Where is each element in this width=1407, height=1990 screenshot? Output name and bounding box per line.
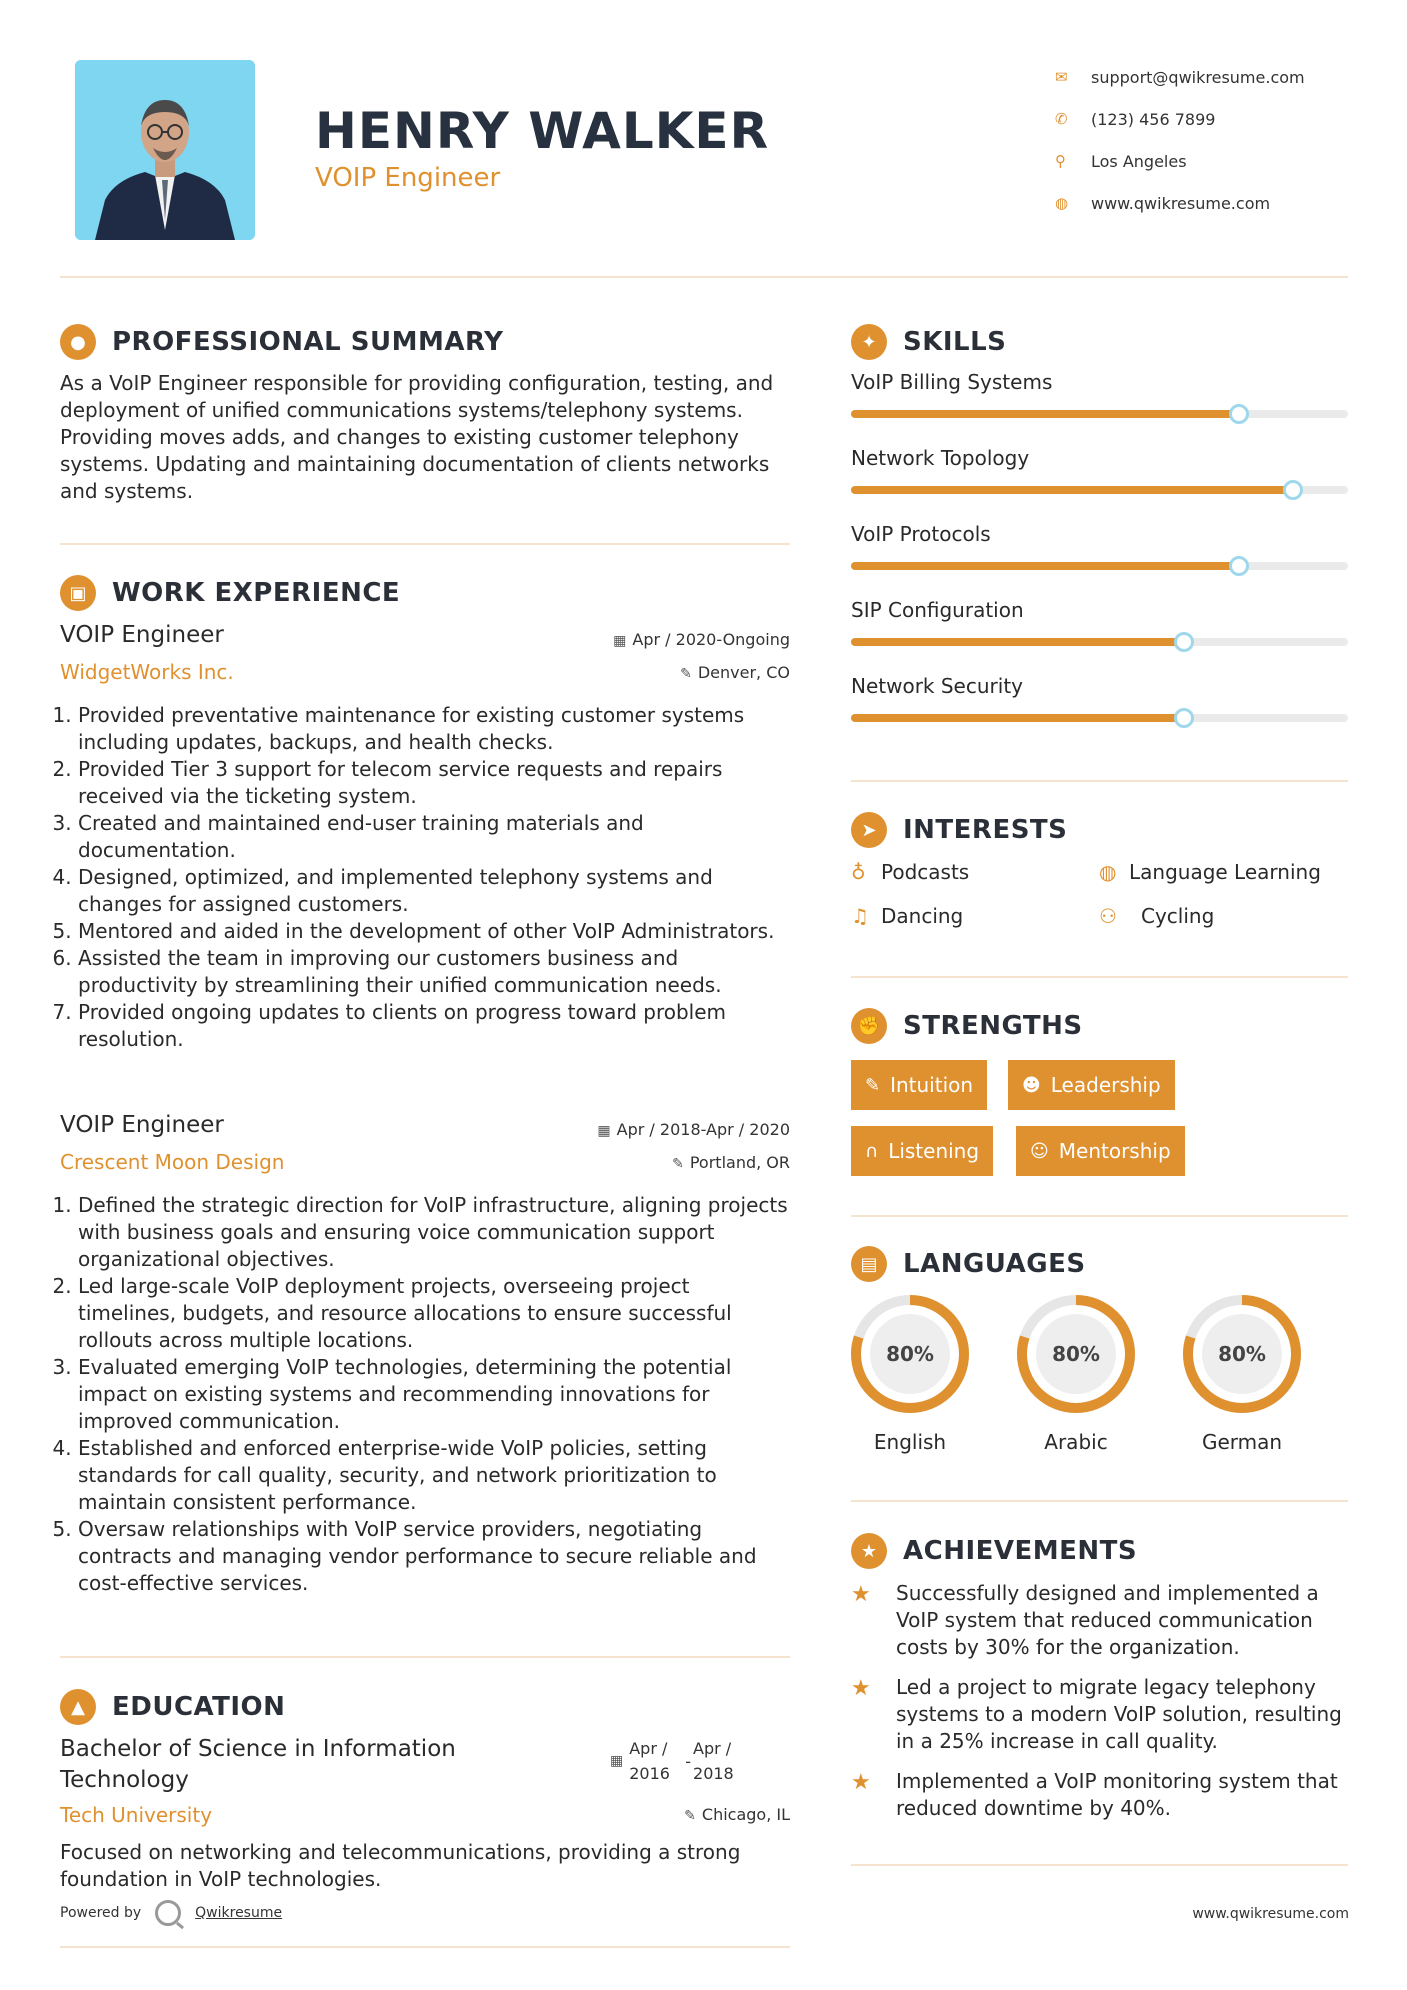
envelope-icon: ✉ bbox=[1055, 68, 1068, 86]
interest-item bbox=[851, 860, 969, 884]
fist-icon: ✊ bbox=[851, 1008, 887, 1044]
language-name: German bbox=[1201, 1430, 1283, 1454]
list-item: 1. Provided preventative maintenance for existing customer systems including updates, backups, and health checks. bbox=[78, 702, 790, 756]
language-name: Arabic bbox=[1044, 1430, 1108, 1454]
skill-name: SIP Configuration bbox=[851, 598, 1024, 622]
experience-heading bbox=[60, 575, 400, 611]
strength-tag bbox=[851, 1126, 993, 1176]
education-start-month: Apr / bbox=[629, 1739, 668, 1758]
skill-track bbox=[851, 486, 1348, 494]
language-item bbox=[1180, 1292, 1304, 1454]
qwikresume-logo-icon bbox=[155, 1900, 181, 1926]
skill-item bbox=[851, 674, 1348, 722]
strength-tag bbox=[851, 1060, 987, 1110]
footer-powered-by bbox=[60, 1900, 282, 1926]
powered-by-text: Powered by bbox=[60, 1905, 142, 1921]
contact-location bbox=[1055, 140, 1305, 182]
achievement-item bbox=[851, 1674, 1351, 1755]
star-icon: ★ bbox=[851, 1676, 871, 1701]
list-item: 4. Designed, optimized, and implemented telephony systems and changes for assigned customers. bbox=[78, 864, 790, 918]
language-name: English bbox=[873, 1430, 947, 1454]
graduation-cap-icon: ▲ bbox=[60, 1689, 96, 1725]
skill-knob bbox=[1229, 404, 1249, 424]
skill-item bbox=[851, 446, 1348, 494]
list-item: 4. Established and enforced enterprise-wide VoIP policies, setting standards for call quality, security, and network prioritization to maintain consistent performance. bbox=[78, 1435, 790, 1516]
magic-wand-icon: ✎ bbox=[865, 1074, 881, 1096]
map-pin-icon: ⚲ bbox=[1055, 152, 1066, 170]
education-heading bbox=[60, 1689, 285, 1725]
user-plus-icon: ☺ bbox=[1030, 1140, 1049, 1162]
skills-heading bbox=[851, 324, 1006, 360]
interest-item bbox=[1099, 904, 1214, 928]
job-location bbox=[672, 1153, 790, 1172]
interest-label: Cycling bbox=[1141, 904, 1215, 928]
education-text: Focused on networking and telecommunications, providing a strong foundation in VoIP technologies. bbox=[60, 1840, 741, 1891]
contact-phone-text: (123) 456 7899 bbox=[1091, 109, 1216, 129]
job-dates bbox=[613, 630, 790, 649]
contact-list bbox=[1055, 56, 1305, 224]
achievement-item bbox=[851, 1768, 1351, 1822]
job-dates-text: Apr / 2020-Ongoing bbox=[632, 630, 790, 649]
interests-divider bbox=[851, 976, 1348, 978]
profile-photo bbox=[75, 60, 255, 240]
calendar-icon: ▦ bbox=[613, 633, 627, 649]
school-name: Tech University bbox=[60, 1803, 213, 1827]
skill-track bbox=[851, 410, 1348, 418]
education-end-year: 2018 bbox=[693, 1764, 734, 1783]
pushpin-icon: ✎ bbox=[684, 1808, 696, 1824]
language-item bbox=[848, 1292, 972, 1454]
achievement-text: Led a project to migrate legacy telephony systems to a modern VoIP solution, resulting in a 25% increase in call quality. bbox=[896, 1675, 1342, 1753]
language-percent: 80% bbox=[886, 1342, 934, 1366]
achievements-divider bbox=[851, 1864, 1348, 1866]
list-item: 1. Defined the strategic direction for VoIP infrastructure, aligning projects with business goals and ensuring voice communication support organizational objectives. bbox=[78, 1192, 790, 1273]
education-date-separator: - bbox=[685, 1752, 692, 1771]
skill-fill bbox=[851, 486, 1293, 494]
strength-label: Leadership bbox=[1050, 1073, 1161, 1097]
list-item: 3. Evaluated emerging VoIP technologies, determining the potential impact on existing systems and recommending innovations for improved communication. bbox=[78, 1354, 790, 1435]
strength-label: Listening bbox=[888, 1139, 980, 1163]
education-end-month: Apr / bbox=[693, 1739, 732, 1758]
list-item: 2. Led large-scale VoIP deployment projects, overseeing project timelines, budgets, and resource allocations to ensure successful rollouts across multiple locations. bbox=[78, 1273, 790, 1354]
education-location-text: Chicago, IL bbox=[701, 1805, 790, 1824]
id-card-icon: ▤ bbox=[851, 1246, 887, 1282]
footer-divider bbox=[60, 1946, 790, 1948]
summary-heading bbox=[60, 324, 503, 360]
achievement-text: Successfully designed and implemented a VoIP system that reduced communication costs by 30% for the organization. bbox=[896, 1581, 1319, 1659]
skill-fill bbox=[851, 714, 1184, 722]
education-dates bbox=[610, 1736, 749, 1786]
job-duties bbox=[60, 1192, 790, 1597]
briefcase-icon: ▣ bbox=[60, 575, 96, 611]
skill-track bbox=[851, 714, 1348, 722]
summary-title: PROFESSIONAL SUMMARY bbox=[112, 327, 504, 357]
interest-item bbox=[1099, 860, 1321, 884]
list-item: 5. Oversaw relationships with VoIP service providers, negotiating contracts and managing vendor performance to secure reliable and cost-effective services. bbox=[78, 1516, 790, 1597]
pushpin-icon: ✎ bbox=[672, 1156, 684, 1172]
candidate-title: VOIP Engineer bbox=[315, 163, 501, 193]
strength-tag bbox=[1008, 1060, 1175, 1110]
education-location bbox=[684, 1805, 790, 1824]
users-icon: ☻ bbox=[1022, 1074, 1041, 1096]
education-start bbox=[629, 1736, 685, 1786]
language-percent: 80% bbox=[1218, 1342, 1266, 1366]
paper-plane-icon: ➤ bbox=[851, 812, 887, 848]
strengths-heading bbox=[851, 1008, 1083, 1044]
strengths-title: STRENGTHS bbox=[903, 1011, 1083, 1041]
person-portrait bbox=[75, 60, 255, 240]
list-item: 3. Created and maintained end-user training materials and documentation. bbox=[78, 810, 790, 864]
contact-phone[interactable] bbox=[1055, 98, 1305, 140]
calendar-icon: ▦ bbox=[610, 1753, 624, 1769]
list-item: 5. Mentored and aided in the development of other VoIP Administrators. bbox=[78, 918, 790, 945]
contact-website[interactable] bbox=[1055, 182, 1305, 224]
job-title: VOIP Engineer bbox=[60, 622, 224, 648]
achievement-text: Implemented a VoIP monitoring system that reduced downtime by 40%. bbox=[896, 1769, 1338, 1820]
candidate-name: HENRY WALKER bbox=[315, 102, 770, 160]
language-item bbox=[1014, 1292, 1138, 1454]
interest-label: Language Learning bbox=[1129, 860, 1321, 884]
contact-website-text: www.qwikresume.com bbox=[1091, 193, 1271, 213]
list-item: 6. Assisted the team in improving our customers business and productivity by streamlining their unified communication needs. bbox=[78, 945, 790, 999]
footer-website[interactable]: www.qwikresume.com bbox=[1192, 1906, 1349, 1922]
skill-fill bbox=[851, 638, 1184, 646]
job-duties bbox=[60, 702, 790, 1053]
strength-label: Mentorship bbox=[1058, 1139, 1171, 1163]
interests-heading bbox=[851, 812, 1067, 848]
interest-label: Dancing bbox=[881, 904, 964, 928]
list-item: 2. Provided Tier 3 support for telecom service requests and repairs received via the ticketing system. bbox=[78, 756, 790, 810]
education-start-year: 2016 bbox=[629, 1764, 670, 1783]
globe-icon: ◍ bbox=[1099, 860, 1117, 884]
job-location bbox=[680, 663, 790, 682]
interest-label: Podcasts bbox=[881, 860, 970, 884]
star-icon: ★ bbox=[851, 1770, 871, 1795]
interests-title: INTERESTS bbox=[903, 815, 1068, 845]
header-divider bbox=[60, 276, 1348, 278]
education-title: EDUCATION bbox=[112, 1692, 286, 1722]
education-end bbox=[693, 1736, 749, 1786]
contact-location-text: Los Angeles bbox=[1091, 151, 1187, 171]
job-location-text: Denver, CO bbox=[697, 663, 790, 682]
summary-text: As a VoIP Engineer responsible for providing configuration, testing, and deployment of unified communications systems/telephony systems. Providing moves adds, and changes to existing customer telephony systems. Updating and maintaining documentation of clients networks and systems. bbox=[60, 371, 774, 503]
skill-knob bbox=[1229, 556, 1249, 576]
skill-item bbox=[851, 370, 1348, 418]
skill-knob bbox=[1283, 480, 1303, 500]
job-dates bbox=[597, 1120, 790, 1139]
languages-heading bbox=[851, 1246, 1086, 1282]
phone-icon: ✆ bbox=[1055, 110, 1068, 128]
job-company: WidgetWorks Inc. bbox=[60, 660, 234, 684]
contact-email-text: support@qwikresume.com bbox=[1091, 67, 1305, 87]
skill-fill bbox=[851, 562, 1239, 570]
strength-label: Intuition bbox=[890, 1073, 974, 1097]
job-location-text: Portland, OR bbox=[689, 1153, 790, 1172]
calendar-icon: ▦ bbox=[597, 1123, 611, 1139]
skill-item bbox=[851, 522, 1348, 570]
summary-divider bbox=[60, 543, 790, 545]
bicycle-icon: ⚇ bbox=[1099, 904, 1117, 928]
contact-email[interactable] bbox=[1055, 56, 1305, 98]
skill-knob bbox=[1174, 632, 1194, 652]
microphone-icon: ♁ bbox=[851, 860, 866, 884]
skill-track bbox=[851, 562, 1348, 570]
degree-title: Bachelor of Science in Information Technology bbox=[60, 1736, 456, 1793]
skill-item bbox=[851, 598, 1348, 646]
list-item: 7. Provided ongoing updates to clients on progress toward problem resolution. bbox=[78, 999, 790, 1053]
skills-title: SKILLS bbox=[903, 327, 1007, 357]
job-dates-text: Apr / 2018-Apr / 2020 bbox=[616, 1120, 790, 1139]
language-percent: 80% bbox=[1052, 1342, 1100, 1366]
achievements-title: ACHIEVEMENTS bbox=[903, 1536, 1138, 1566]
skill-name: Network Topology bbox=[851, 446, 1030, 470]
job-title: VOIP Engineer bbox=[60, 1112, 224, 1138]
user-icon: ● bbox=[60, 324, 96, 360]
strength-tag bbox=[1016, 1126, 1185, 1176]
globe-icon: ◍ bbox=[1055, 194, 1069, 212]
lightbulb-icon: ✦ bbox=[851, 324, 887, 360]
star-icon: ★ bbox=[851, 1582, 871, 1607]
skill-name: Network Security bbox=[851, 674, 1023, 698]
experience-title: WORK EXPERIENCE bbox=[112, 578, 401, 608]
music-note-icon: ♫ bbox=[851, 904, 869, 928]
interest-item bbox=[851, 904, 963, 928]
skills-divider bbox=[851, 780, 1348, 782]
achievements-heading bbox=[851, 1533, 1137, 1569]
achievement-item bbox=[851, 1580, 1351, 1661]
job-company: Crescent Moon Design bbox=[60, 1150, 285, 1174]
pushpin-icon: ✎ bbox=[680, 666, 692, 682]
brand-link[interactable]: Qwikresume bbox=[195, 1905, 283, 1921]
skill-name: VoIP Protocols bbox=[851, 522, 991, 546]
languages-divider bbox=[851, 1500, 1348, 1502]
skill-fill bbox=[851, 410, 1239, 418]
skill-knob bbox=[1174, 708, 1194, 728]
headphones-icon: ∩ bbox=[865, 1140, 879, 1162]
strengths-divider bbox=[851, 1215, 1348, 1217]
skill-track bbox=[851, 638, 1348, 646]
skill-name: VoIP Billing Systems bbox=[851, 370, 1053, 394]
experience-divider bbox=[60, 1656, 790, 1658]
languages-title: LANGUAGES bbox=[903, 1249, 1086, 1279]
star-badge-icon: ★ bbox=[851, 1533, 887, 1569]
